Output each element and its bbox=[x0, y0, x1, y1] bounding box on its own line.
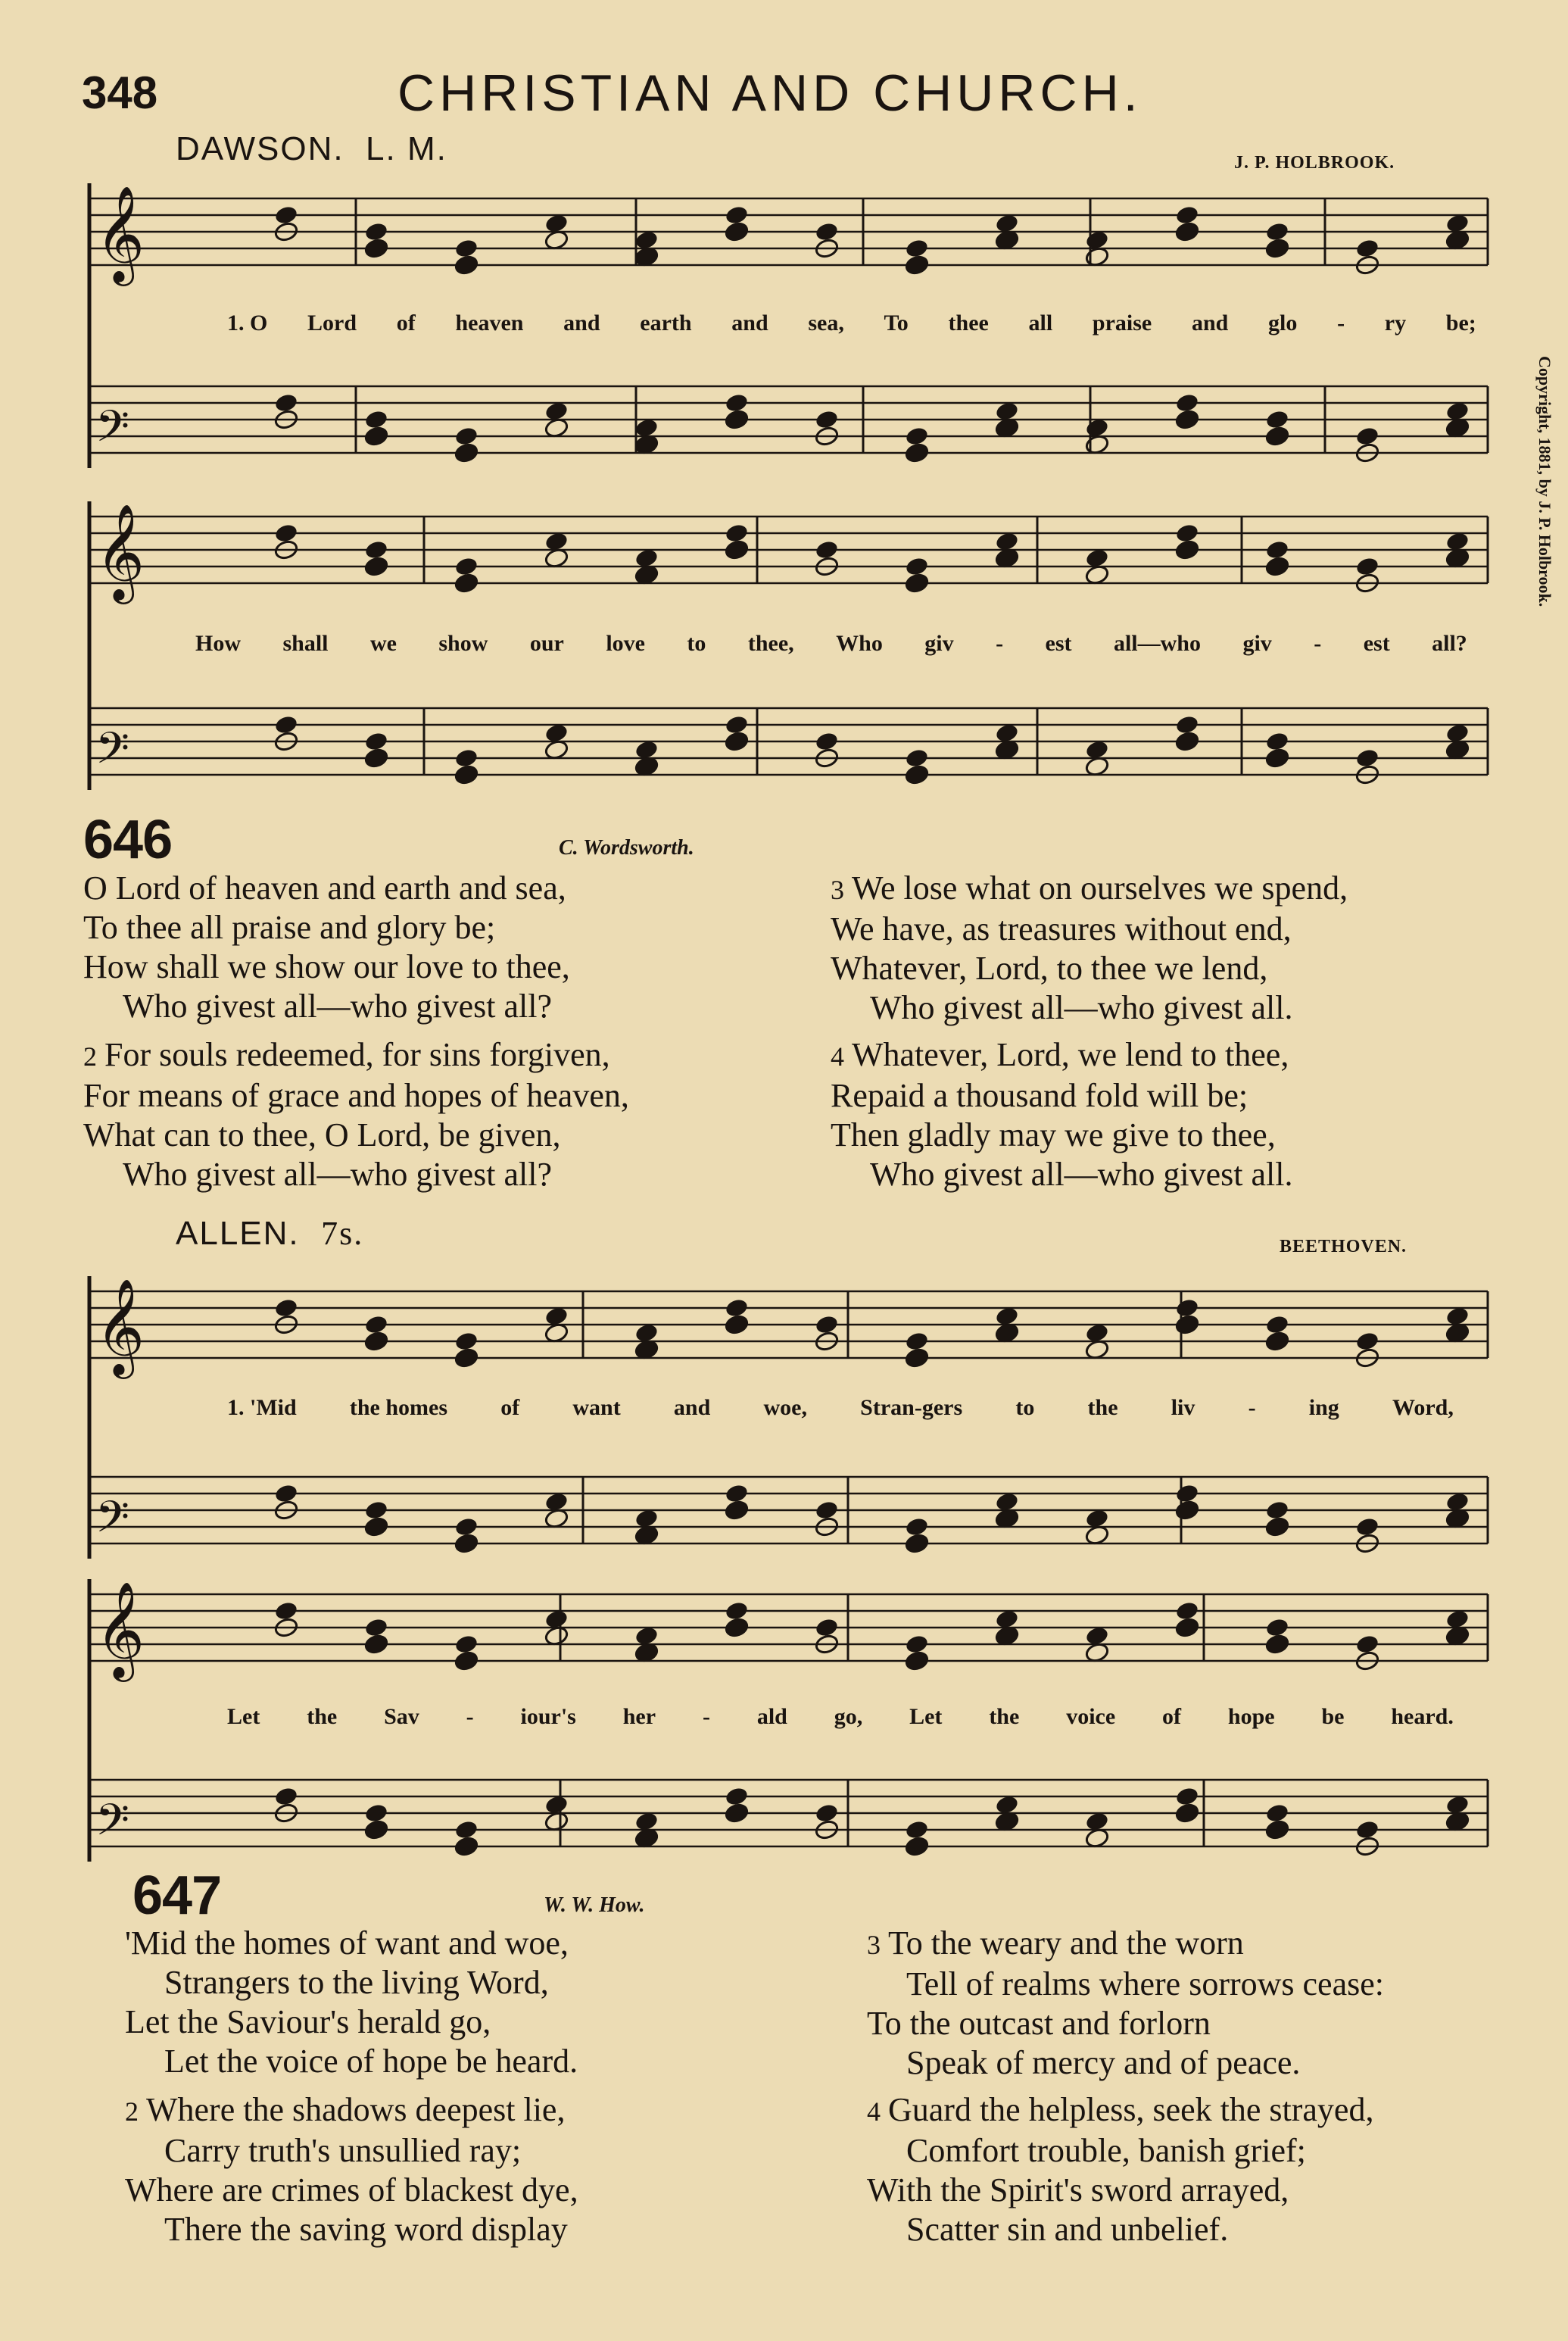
note-head bbox=[273, 714, 298, 735]
stanza-line bbox=[125, 2210, 578, 2249]
lyric-word: heaven bbox=[455, 311, 524, 336]
lyric-line-3 bbox=[227, 1395, 1454, 1421]
lyric-word: our bbox=[529, 631, 564, 656]
note-head bbox=[1264, 1516, 1289, 1537]
note-head bbox=[814, 409, 839, 430]
note-head bbox=[904, 1533, 929, 1554]
lyric-word: of bbox=[1162, 1704, 1182, 1729]
stanza-line bbox=[867, 2210, 1373, 2249]
note-head bbox=[363, 1617, 388, 1638]
lyric-word: Stran-gers bbox=[860, 1395, 963, 1420]
stanza-text: We have, as treasures without end, bbox=[831, 910, 1292, 947]
hymn-author-2: W. W. How. bbox=[544, 1893, 645, 1917]
note-head bbox=[724, 409, 749, 430]
stanza-text: Who givest all—who givest all? bbox=[123, 1156, 552, 1193]
lyric-word: the bbox=[989, 1704, 1020, 1729]
stanza-line bbox=[83, 869, 570, 908]
stanza-line bbox=[831, 1076, 1292, 1116]
note-head bbox=[1264, 1500, 1289, 1521]
lyric-word: all? bbox=[1432, 631, 1467, 656]
stanza-line bbox=[867, 2171, 1373, 2210]
note-head bbox=[454, 573, 479, 594]
lyric-word: be; bbox=[1445, 311, 1476, 336]
tune-title: DAWSON. bbox=[176, 130, 344, 167]
note-head bbox=[1174, 409, 1199, 430]
verse-number: 2 bbox=[125, 2096, 139, 2127]
lyric-word: the bbox=[307, 1704, 338, 1729]
treble-clef: 𝄞 bbox=[95, 1278, 145, 1375]
stanza-line bbox=[83, 987, 570, 1026]
note-head bbox=[1174, 1617, 1199, 1638]
note-head bbox=[724, 1617, 749, 1638]
stanza-line bbox=[867, 2043, 1384, 2083]
note-head bbox=[904, 573, 929, 594]
lyric-word: to bbox=[1015, 1395, 1035, 1420]
lyric-word: ald bbox=[756, 1704, 787, 1729]
treble-clef: 𝄞 bbox=[95, 185, 145, 282]
note-head bbox=[724, 1314, 749, 1335]
lyric-word: sea, bbox=[808, 311, 844, 336]
stanza-text: Guard the helpless, seek the strayed, bbox=[888, 2091, 1374, 2128]
stanza-text: There the saving word display bbox=[164, 2211, 568, 2248]
note-head bbox=[1264, 1331, 1289, 1352]
stanza-2 bbox=[83, 1035, 629, 1194]
stanza-8 bbox=[867, 2090, 1373, 2249]
note-head bbox=[363, 426, 388, 447]
stanza-line bbox=[831, 1155, 1292, 1194]
note-head bbox=[1354, 238, 1379, 259]
lyric-word: want bbox=[572, 1395, 621, 1420]
note-head bbox=[1264, 1617, 1289, 1638]
note-head bbox=[724, 731, 749, 752]
note-head bbox=[814, 539, 839, 560]
lyric-word: liv bbox=[1171, 1395, 1195, 1420]
note-head bbox=[1174, 1314, 1199, 1335]
note-head bbox=[904, 556, 929, 577]
stanza-text: Tell of realms where sorrows cease: bbox=[906, 1965, 1384, 2002]
note-head bbox=[1354, 1516, 1379, 1537]
note-head bbox=[814, 1617, 839, 1638]
lyric-word: ry bbox=[1384, 311, 1407, 336]
lyric-word: To bbox=[884, 311, 909, 336]
lyric-word: Let bbox=[227, 1704, 260, 1729]
stanza-text: Let the Saviour's herald go, bbox=[125, 2003, 491, 2040]
lyric-word: Word, bbox=[1392, 1395, 1454, 1420]
bass-clef: 𝄢 bbox=[95, 401, 130, 463]
lyric-word: show bbox=[438, 631, 488, 656]
note-head bbox=[363, 1331, 388, 1352]
lyric-word: to bbox=[687, 631, 706, 656]
stanza-text: For souls redeemed, for sins forgiven, bbox=[104, 1036, 610, 1073]
stanza-text: Whatever, Lord, we lend to thee, bbox=[852, 1036, 1289, 1073]
lyric-word: love bbox=[606, 631, 645, 656]
stanza-text: Comfort trouble, banish grief; bbox=[906, 2132, 1306, 2169]
stanza-text: We lose what on ourselves we spend, bbox=[852, 869, 1348, 907]
note-head bbox=[1264, 221, 1289, 242]
note-head bbox=[814, 1803, 839, 1824]
note-head bbox=[1174, 1803, 1199, 1824]
lyric-word: iour's bbox=[520, 1704, 576, 1729]
note-head bbox=[1264, 409, 1289, 430]
note-head bbox=[724, 1786, 749, 1807]
hymn-number-2: 647 bbox=[132, 1865, 222, 1926]
note-head bbox=[273, 1600, 298, 1622]
tune-name-2 bbox=[176, 1214, 363, 1253]
note-head bbox=[1174, 1786, 1199, 1807]
note-head bbox=[1264, 238, 1289, 259]
lyric-word: her bbox=[622, 1704, 656, 1729]
verse-number: 3 bbox=[867, 1930, 881, 1960]
stanza-line bbox=[125, 2131, 578, 2171]
note-head bbox=[1354, 556, 1379, 577]
note-head bbox=[904, 238, 929, 259]
note-head bbox=[1174, 731, 1199, 752]
lyric-word: - bbox=[1337, 311, 1345, 336]
stanza-text: For means of grace and hopes of heaven, bbox=[83, 1077, 629, 1114]
note-head bbox=[724, 1483, 749, 1504]
note-head bbox=[363, 539, 388, 560]
bass-clef: 𝄢 bbox=[95, 1794, 130, 1856]
note-head bbox=[724, 523, 749, 544]
note-head bbox=[1174, 714, 1199, 735]
stanza-line bbox=[831, 1035, 1292, 1076]
lyric-word: and bbox=[673, 1395, 711, 1420]
lyric-word: est bbox=[1045, 631, 1072, 656]
note-head bbox=[1354, 748, 1379, 769]
note-head bbox=[1174, 1600, 1199, 1622]
lyric-word: earth bbox=[640, 311, 692, 336]
composer-2: BEETHOVEN. bbox=[1280, 1237, 1407, 1256]
stanza-line bbox=[831, 988, 1348, 1028]
bass-clef: 𝄢 bbox=[95, 1491, 130, 1553]
note-head bbox=[904, 764, 929, 785]
stanza-line bbox=[125, 2171, 578, 2210]
stanza-line bbox=[83, 947, 570, 987]
stanza-text: With the Spirit's sword arrayed, bbox=[867, 2171, 1289, 2208]
lyric-word: of bbox=[396, 311, 416, 336]
lyric-word: Lord bbox=[307, 311, 357, 336]
note-head bbox=[1264, 426, 1289, 447]
lyric-word: we bbox=[369, 631, 397, 656]
lyric-word: woe, bbox=[763, 1395, 807, 1420]
stanza-line bbox=[83, 1035, 629, 1076]
note-head bbox=[454, 426, 479, 447]
tune-meter: L. M. bbox=[366, 130, 447, 167]
copyright-notice: Copyright, 1881, by J. P. Holbrook. bbox=[1535, 356, 1554, 607]
note-head bbox=[454, 442, 479, 464]
note-head bbox=[724, 392, 749, 414]
note-head bbox=[1264, 1819, 1289, 1840]
stanza-line bbox=[831, 910, 1348, 949]
stanza-line bbox=[83, 1155, 629, 1194]
note-head bbox=[724, 204, 749, 226]
note-head bbox=[724, 1500, 749, 1521]
lyric-word: all bbox=[1028, 311, 1053, 336]
stanza-text: Carry truth's unsullied ray; bbox=[164, 2132, 522, 2169]
note-head bbox=[454, 1516, 479, 1537]
note-head bbox=[1354, 426, 1379, 447]
note-head bbox=[814, 221, 839, 242]
lyric-word: Let bbox=[909, 1704, 943, 1729]
note-head bbox=[1174, 392, 1199, 414]
note-head bbox=[454, 1331, 479, 1352]
stanza-text: Who givest all—who givest all. bbox=[870, 989, 1293, 1026]
note-head bbox=[273, 1786, 298, 1807]
note-head bbox=[814, 1314, 839, 1335]
lyric-word: heard. bbox=[1391, 1704, 1454, 1729]
lyric-word: How bbox=[195, 631, 241, 656]
note-head bbox=[454, 1836, 479, 1857]
note-head bbox=[273, 1483, 298, 1504]
note-head bbox=[904, 426, 929, 447]
note-head bbox=[1264, 556, 1289, 577]
note-head bbox=[363, 748, 388, 769]
note-head bbox=[454, 1634, 479, 1655]
stanza-text: O Lord of heaven and earth and sea, bbox=[83, 869, 566, 907]
note-head bbox=[724, 539, 749, 560]
note-head bbox=[1354, 1634, 1379, 1655]
note-head bbox=[904, 1516, 929, 1537]
lyric-word: go, bbox=[834, 1704, 863, 1729]
note-head bbox=[1174, 539, 1199, 560]
note-head bbox=[1174, 204, 1199, 226]
stanza-text: To the outcast and forlorn bbox=[867, 2005, 1211, 2042]
note-head bbox=[363, 731, 388, 752]
note-head bbox=[363, 1500, 388, 1521]
note-head bbox=[904, 1331, 929, 1352]
lyric-line-2 bbox=[195, 631, 1467, 657]
note-head bbox=[1174, 1500, 1199, 1521]
stanza-text: Where the shadows deepest lie, bbox=[146, 2091, 566, 2128]
note-head bbox=[363, 1634, 388, 1655]
note-head bbox=[904, 1819, 929, 1840]
note-head bbox=[1264, 539, 1289, 560]
note-head bbox=[363, 1314, 388, 1335]
treble-clef: 𝄞 bbox=[95, 503, 145, 600]
lyric-word: glo bbox=[1268, 311, 1298, 336]
stanza-line bbox=[831, 869, 1348, 910]
note-head bbox=[904, 748, 929, 769]
tune-meter-2: 7s. bbox=[321, 1215, 364, 1252]
note-head bbox=[454, 748, 479, 769]
note-head bbox=[904, 1634, 929, 1655]
lyric-word: - bbox=[466, 1704, 474, 1729]
note-head bbox=[904, 1347, 929, 1369]
stanza-text: 'Mid the homes of want and woe, bbox=[125, 1924, 569, 1962]
note-head bbox=[1264, 1634, 1289, 1655]
stanza-text: Whatever, Lord, to thee we lend, bbox=[831, 950, 1268, 987]
note-head bbox=[1354, 1819, 1379, 1840]
lyric-word: voice bbox=[1066, 1704, 1116, 1729]
stanza-line bbox=[867, 1924, 1384, 1965]
stanza-line bbox=[831, 949, 1348, 988]
lyric-word: hope bbox=[1227, 1704, 1275, 1729]
note-head bbox=[454, 238, 479, 259]
hymn-number: 646 bbox=[83, 810, 173, 870]
running-head: CHRISTIAN AND CHURCH. bbox=[397, 64, 1142, 122]
note-head bbox=[724, 1803, 749, 1824]
lyric-word: praise bbox=[1092, 311, 1152, 336]
stanza-line bbox=[867, 2131, 1373, 2171]
note-head bbox=[363, 556, 388, 577]
lyric-word: 1. 'Mid bbox=[227, 1395, 297, 1420]
lyric-word: giv bbox=[924, 631, 954, 656]
note-head bbox=[1264, 731, 1289, 752]
lyric-word: - bbox=[702, 1704, 710, 1729]
note-head bbox=[1174, 1297, 1199, 1319]
lyric-word: all—who bbox=[1113, 631, 1201, 656]
stanza-text: Then gladly may we give to thee, bbox=[831, 1116, 1276, 1153]
lyric-line-1 bbox=[227, 311, 1476, 336]
stanza-line bbox=[125, 2002, 578, 2042]
stanza-line bbox=[867, 1965, 1384, 2004]
note-head bbox=[273, 523, 298, 544]
stanza-4 bbox=[831, 1035, 1292, 1194]
stanza-text: Strangers to the living Word, bbox=[164, 1964, 549, 2001]
note-head bbox=[1174, 221, 1199, 242]
stanza-line bbox=[125, 1924, 578, 1963]
note-head bbox=[1264, 748, 1289, 769]
note-head bbox=[363, 221, 388, 242]
note-head bbox=[454, 1650, 479, 1671]
lyric-word: the bbox=[1087, 1395, 1118, 1420]
note-head bbox=[1174, 523, 1199, 544]
stanza-text: To thee all praise and glory be; bbox=[83, 909, 496, 946]
stanza-line bbox=[867, 2090, 1373, 2131]
lyric-word: 1. O bbox=[227, 311, 268, 336]
hymn-author: C. Wordsworth. bbox=[559, 836, 694, 860]
note-head bbox=[454, 254, 479, 276]
lyric-word: thee, bbox=[747, 631, 794, 656]
note-head bbox=[904, 1650, 929, 1671]
note-head bbox=[724, 221, 749, 242]
lyric-word: ing bbox=[1308, 1395, 1339, 1420]
note-head bbox=[1174, 1483, 1199, 1504]
stanza-line bbox=[867, 2004, 1384, 2043]
note-head bbox=[273, 204, 298, 226]
note-head bbox=[454, 1819, 479, 1840]
note-head bbox=[273, 1297, 298, 1319]
stanza-line bbox=[83, 1076, 629, 1116]
stanza-1 bbox=[83, 869, 570, 1026]
lyric-word: Who bbox=[836, 631, 883, 656]
lyric-word: Sav bbox=[384, 1704, 419, 1729]
stanza-text: Who givest all—who givest all? bbox=[123, 988, 552, 1025]
verse-number: 2 bbox=[83, 1041, 97, 1072]
note-head bbox=[363, 1516, 388, 1537]
stanza-line bbox=[831, 1116, 1292, 1155]
tune-title-2: ALLEN. bbox=[176, 1215, 300, 1252]
stanza-line bbox=[83, 908, 570, 947]
note-head bbox=[454, 764, 479, 785]
stanza-3 bbox=[831, 869, 1348, 1028]
lyric-line-4 bbox=[227, 1704, 1454, 1730]
note-head bbox=[724, 714, 749, 735]
note-head bbox=[904, 1836, 929, 1857]
note-head bbox=[1354, 1331, 1379, 1352]
lyric-word: - bbox=[996, 631, 1004, 656]
lyric-word: - bbox=[1248, 1395, 1256, 1420]
lyric-word: thee bbox=[948, 311, 989, 336]
composer: J. P. HOLBROOK. bbox=[1234, 153, 1395, 173]
stanza-text: Speak of mercy and of peace. bbox=[906, 2044, 1301, 2081]
note-head bbox=[363, 1803, 388, 1824]
note-head bbox=[273, 392, 298, 414]
lyric-word: giv bbox=[1242, 631, 1272, 656]
stanza-6 bbox=[125, 2090, 578, 2249]
stanza-text: Let the voice of hope be heard. bbox=[164, 2043, 578, 2080]
note-head bbox=[904, 254, 929, 276]
stanza-text: Who givest all—who givest all. bbox=[870, 1156, 1293, 1193]
stanza-line bbox=[83, 1116, 629, 1155]
lyric-word: be bbox=[1321, 1704, 1345, 1729]
stanza-5 bbox=[125, 1924, 578, 2081]
note-head bbox=[814, 1500, 839, 1521]
note-head bbox=[363, 238, 388, 259]
verse-number: 3 bbox=[831, 875, 844, 905]
stanza-line bbox=[125, 1963, 578, 2002]
stanza-text: To the weary and the worn bbox=[888, 1924, 1244, 1962]
verse-number: 4 bbox=[867, 2096, 881, 2127]
verse-number: 4 bbox=[831, 1041, 844, 1072]
stanza-text: Repaid a thousand fold will be; bbox=[831, 1077, 1248, 1114]
note-head bbox=[724, 1600, 749, 1622]
page-number: 348 bbox=[82, 67, 158, 118]
lyric-word: and bbox=[563, 311, 600, 336]
note-head bbox=[454, 1347, 479, 1369]
lyric-word: shall bbox=[282, 631, 329, 656]
lyric-word: and bbox=[731, 311, 768, 336]
lyric-word: and bbox=[1191, 311, 1229, 336]
note-head bbox=[724, 1297, 749, 1319]
stanza-line bbox=[125, 2090, 578, 2131]
lyric-word: - bbox=[1314, 631, 1322, 656]
note-head bbox=[1264, 1803, 1289, 1824]
note-head bbox=[454, 1533, 479, 1554]
note-head bbox=[454, 556, 479, 577]
bass-clef: 𝄢 bbox=[95, 723, 130, 785]
lyric-word: the homes bbox=[349, 1395, 448, 1420]
stanza-text: Scatter sin and unbelief. bbox=[906, 2211, 1229, 2248]
treble-clef: 𝄞 bbox=[95, 1581, 145, 1678]
note-head bbox=[363, 1819, 388, 1840]
stanza-text: What can to thee, O Lord, be given, bbox=[83, 1116, 561, 1153]
note-head bbox=[904, 442, 929, 464]
note-head bbox=[363, 409, 388, 430]
note-head bbox=[1264, 1314, 1289, 1335]
note-head bbox=[814, 731, 839, 752]
stanza-text: How shall we show our love to thee, bbox=[83, 948, 570, 985]
stanza-line bbox=[125, 2042, 578, 2081]
lyric-word: est bbox=[1363, 631, 1390, 656]
stanza-text: Where are crimes of blackest dye, bbox=[125, 2171, 578, 2208]
stanza-7 bbox=[867, 1924, 1384, 2083]
lyric-word: of bbox=[500, 1395, 520, 1420]
